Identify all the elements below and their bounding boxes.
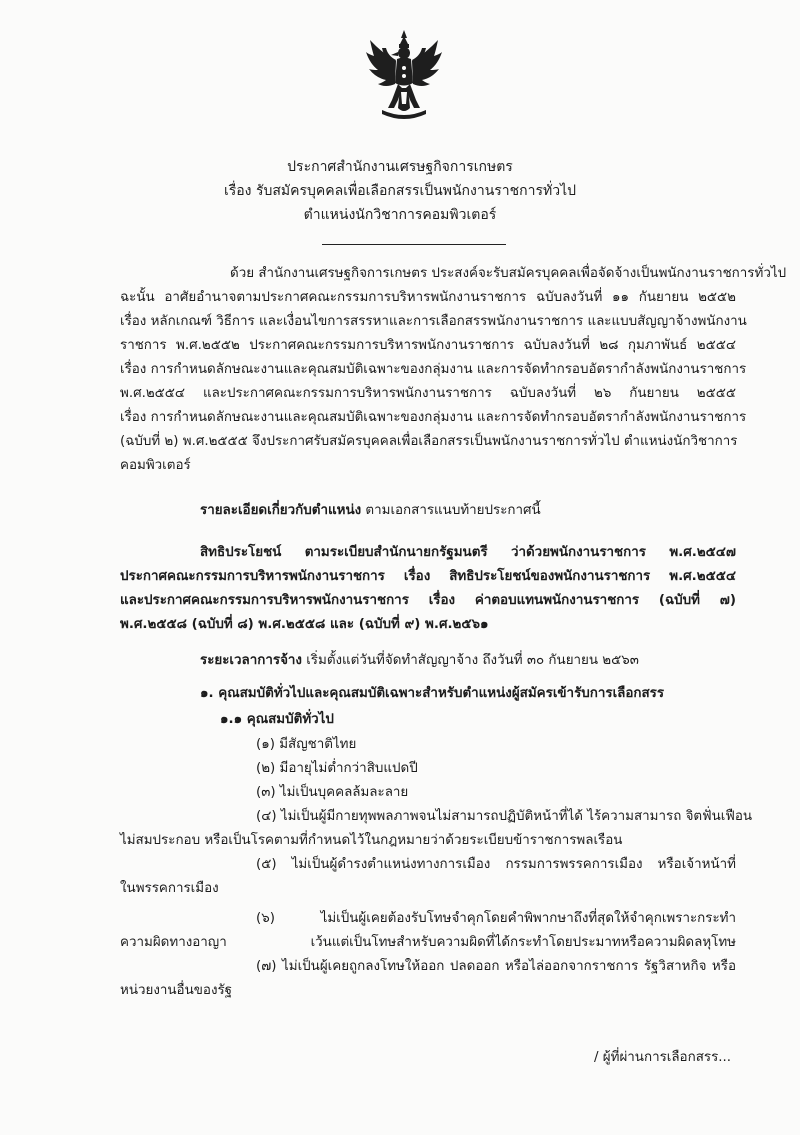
- intro-line: ฉะนั้น อาศัยอำนาจตามประกาศคณะกรรมการบริหารพนักงานราชการ ฉบับลงวันที่ ๑๑ กันยายน ๒๕๕๒: [120, 290, 736, 305]
- announcement-position: ตำแหน่งนักวิชาการคอมพิวเตอร์: [303, 207, 497, 223]
- qualification-item-cont: หน่วยงานอื่นของรัฐ: [120, 983, 233, 998]
- intro-line: เรื่อง การกำหนดลักษณะงานและคุณสมบัติเฉพาะของกลุ่มงาน และการจัดทำกรอบอัตรากำลังพนักงานราชการ: [120, 410, 747, 425]
- intro-line: เรื่อง หลักเกณฑ์ วิธีการ และเงื่อนไขการสรรหาและการเลือกสรรพนักงานราชการ และแบบสัญญาจ้างพนักงาน: [120, 314, 747, 329]
- benefits-line: ประกาศคณะกรรมการบริหารพนักงานราชการ เรื่อง สิทธิประโยชน์ของพนักงานราชการ พ.ศ.๒๕๕๔: [120, 569, 736, 584]
- benefits-text: ตามระเบียบสำนักนายกรัฐมนตรี ว่าด้วยพนักงานราชการ พ.ศ.๒๕๔๗: [281, 545, 736, 560]
- header-divider: [322, 244, 506, 245]
- qualification-item: (๑) มีสัญชาติไทย: [256, 737, 357, 752]
- announcement-subject: เรื่อง รับสมัครบุคคลเพื่อเลือกสรรเป็นพนักงานราชการทั่วไป: [223, 183, 577, 199]
- benefits-line: [200, 543, 736, 563]
- intro-line: ราชการ พ.ศ.๒๕๕๒ ประกาศคณะกรรมการบริหารพนักงานราชการ ฉบับลงวันที่ ๒๘ กุมภาพันธ์ ๒๕๕๔: [120, 338, 736, 353]
- garuda-emblem-icon: [364, 28, 444, 128]
- section-subtitle: ๑.๑ คุณสมบัติทั่วไป: [220, 712, 334, 727]
- qualification-item-cont: ไม่สมประกอบ หรือเป็นโรคตามที่กำหนดไว้ในกฎหมายว่าด้วยระเบียบข้าราชการพลเรือน: [120, 833, 623, 848]
- section-title: ๑. คุณสมบัติทั่วไปและคุณสมบัติเฉพาะสำหรับตำแหน่งผู้สมัครเข้ารับการเลือกสรร: [200, 686, 665, 701]
- qualification-item: (๒) มีอายุไม่ต่ำกว่าสิบแปดปี: [256, 761, 418, 776]
- benefits-label: สิทธิประโยชน์: [200, 545, 282, 560]
- employment-period-text: เริ่มตั้งแต่วันที่จัดทำสัญญาจ้าง ถึงวันที่ ๓๐ กันยายน ๒๕๖๓: [301, 653, 639, 668]
- qualification-item-cont: ความผิดทางอาญา เว้นแต่เป็นโทษสำหรับความผิดที่ได้กระทำโดยประมาทหรือความผิดลหุโทษ: [120, 935, 736, 950]
- qualification-item: (๓) ไม่เป็นบุคคลล้มละลาย: [256, 785, 409, 800]
- qualification-item: (๗) ไม่เป็นผู้เคยถูกลงโทษให้ออก ปลดออก หรือไล่ออกจากราชการ รัฐวิสาหกิจ หรือ: [256, 959, 736, 974]
- employment-period-label: ระยะเวลาการจ้าง: [200, 653, 302, 668]
- continuation-note: / ผู้ที่ผ่านการเลือกสรร...: [594, 1050, 732, 1065]
- intro-line: ด้วย สำนักงานเศรษฐกิจการเกษตร ประสงค์จะรับสมัครบุคคลเพื่อจัดจ้างเป็นพนักงานราชการทั่วไป: [230, 266, 787, 281]
- announcement-issuer: ประกาศสำนักงานเศรษฐกิจการเกษตร: [287, 159, 513, 175]
- benefits-line: พ.ศ.๒๕๕๘ (ฉบับที่ ๘) พ.ศ.๒๕๕๘ และ (ฉบับที่ ๙) พ.ศ.๒๕๖๑: [120, 617, 489, 632]
- position-detail: [200, 501, 541, 521]
- benefits-line: และประกาศคณะกรรมการบริหารพนักงานราชการ เรื่อง ค่าตอบแทนพนักงานราชการ (ฉบับที่ ๗): [120, 593, 736, 608]
- intro-line: พ.ศ.๒๕๕๔ และประกาศคณะกรรมการบริหารพนักงานราชการ ฉบับลงวันที่ ๒๖ กันยายน ๒๕๕๕: [120, 386, 736, 401]
- qualification-item: (๖) ไม่เป็นผู้เคยต้องรับโทษจำคุกโดยคำพิพากษาถึงที่สุดให้จำคุกเพราะกระทำ: [256, 911, 736, 926]
- position-detail-label: รายละเอียดเกี่ยวกับตำแหน่ง: [200, 503, 362, 518]
- intro-line: เรื่อง การกำหนดลักษณะงานและคุณสมบัติเฉพาะของกลุ่มงาน และการจัดทำกรอบอัตรากำลังพนักงานราชการ: [120, 362, 747, 377]
- qualification-item: (๕) ไม่เป็นผู้ดำรงตำแหน่งทางการเมือง กรรมการพรรคการเมือง หรือเจ้าหน้าที่: [256, 857, 736, 872]
- position-detail-text: ตามเอกสารแนบท้ายประกาศนี้: [361, 503, 541, 518]
- qualification-item-cont: ในพรรคการเมือง: [120, 881, 219, 896]
- intro-line: (ฉบับที่ ๒) พ.ศ.๒๕๕๕ จึงประกาศรับสมัครบุคคลเพื่อเลือกสรรเป็นพนักงานราชการทั่วไป ตำแหน่งนักวิชาการ: [120, 434, 738, 449]
- intro-line: คอมพิวเตอร์: [120, 458, 191, 473]
- qualification-item: (๔) ไม่เป็นผู้มีกายทุพพลภาพจนไม่สามารถปฏิบัติหน้าที่ได้ ไร้ความสามารถ จิตฟั่นเฟือน: [256, 809, 753, 824]
- employment-period: [200, 651, 639, 671]
